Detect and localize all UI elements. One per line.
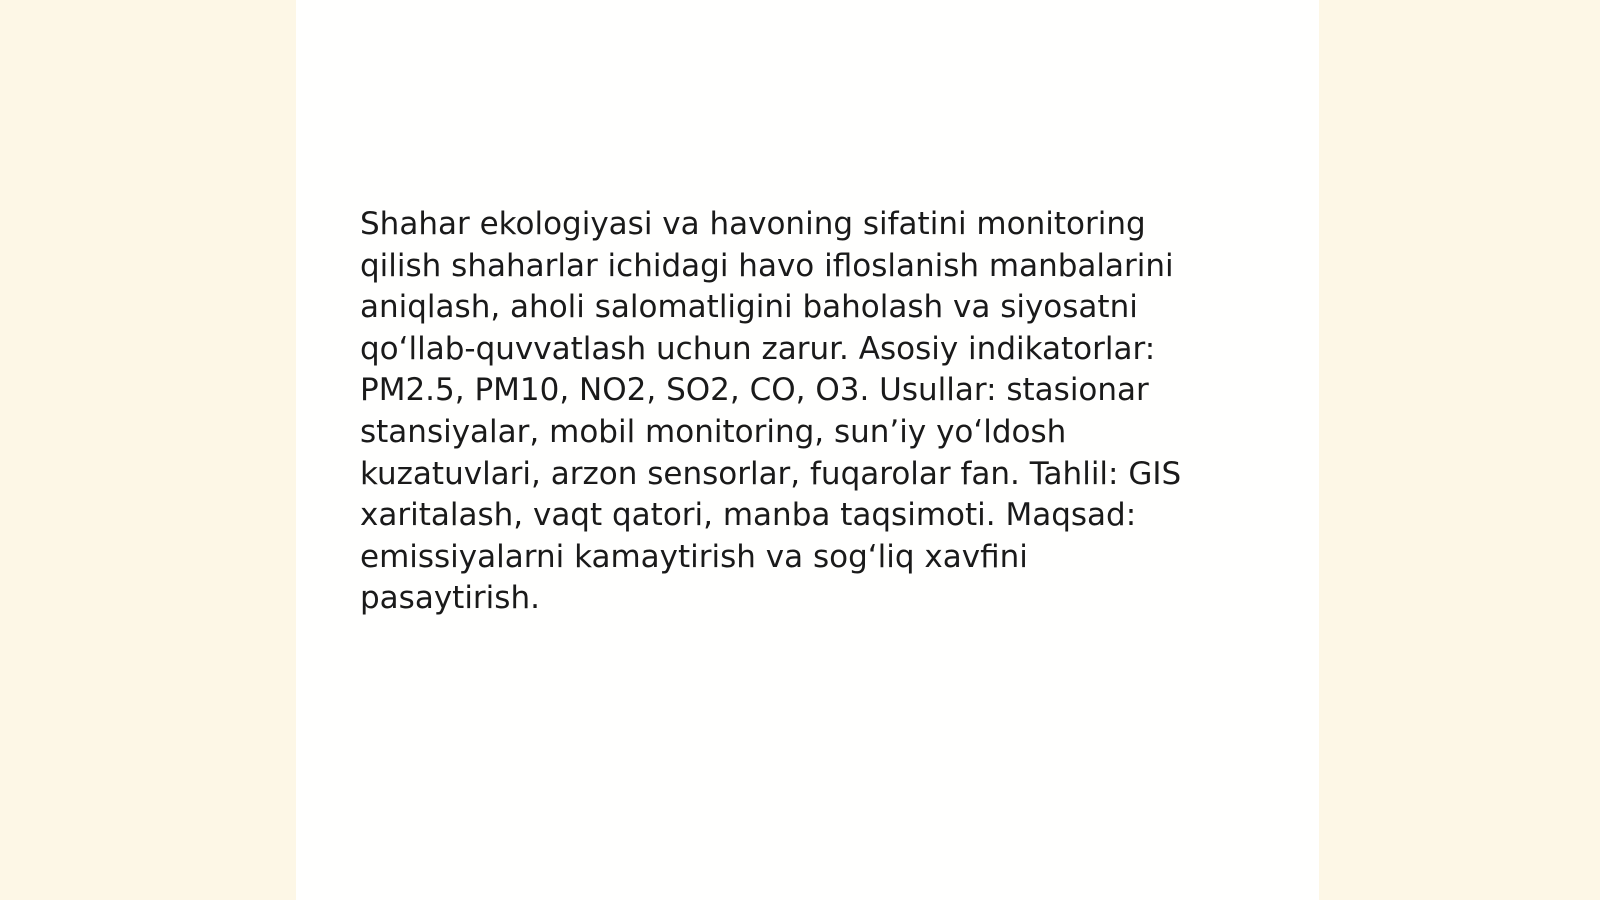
text-line: qo‘llab-quvvatlash uchun zarur. Asosiy indikatorlar: [360, 330, 1156, 367]
text-line: PM2.5, PM10, NO2, SO2, CO, O3. Usullar: stasionar [360, 372, 1149, 409]
text-line: kuzatuvlari, arzon sensorlar, fuqarolar fan. Tahlil: GIS [360, 455, 1182, 492]
text-line: stansiyalar, mobil monitoring, sun’iy yo‘ldosh [360, 413, 1067, 450]
slide [296, 0, 1319, 900]
text-line: pasaytirish. [360, 580, 540, 617]
text-line: emissiyalarni kamaytirish va sog‘liq xavfini [360, 538, 1028, 575]
text-line: xaritalash, vaqt qatori, manba taqsimoti. Maqsad: [360, 497, 1137, 534]
text-line: aniqlash, aholi salomatligini baholash va siyosatni [360, 289, 1138, 326]
slide-body-text [360, 204, 1240, 620]
text-line: Shahar ekologiyasi va havoning sifatini monitoring [360, 206, 1146, 242]
text-line: qilish shaharlar ichidagi havo ifloslanish manbalarini [360, 247, 1174, 284]
